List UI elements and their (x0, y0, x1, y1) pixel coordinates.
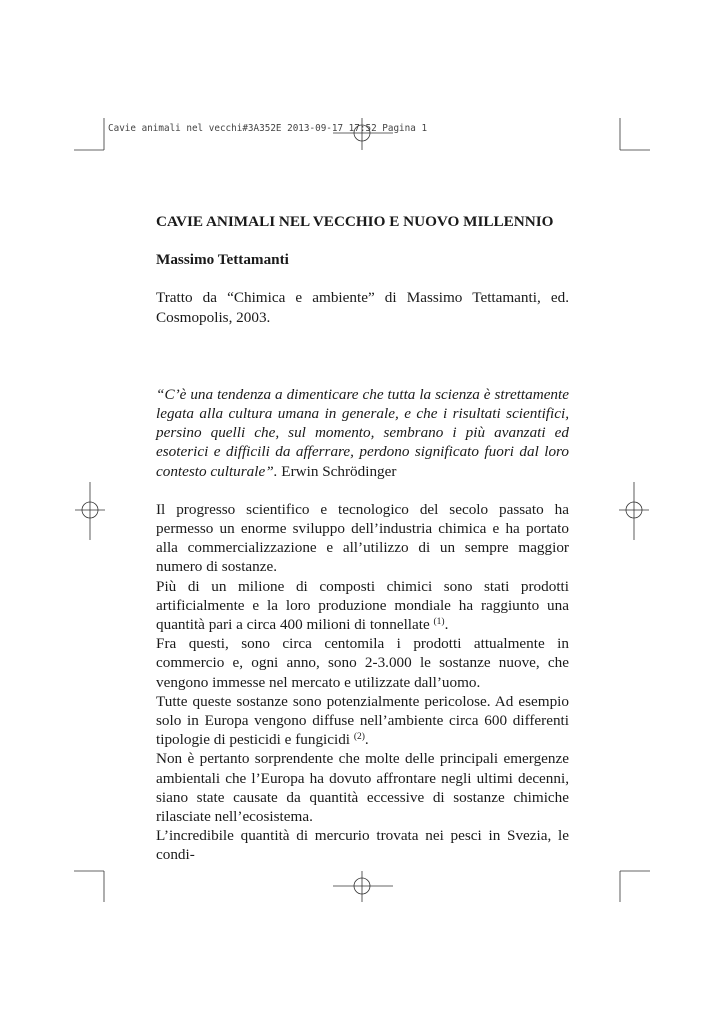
quote-attribution: Erwin Schrödinger (277, 462, 397, 480)
epigraph-quote (156, 385, 569, 481)
footnote-ref: (1) (433, 617, 445, 628)
source-note: Tratto da “Chimica e ambiente” di Massimo Tettamanti, ed. Cosmopolis, 2003. (156, 289, 569, 326)
paragraph: Fra questi, sono circa centomila i prodotti attualmente in commercio e, ogni anno, sono 2-3.000 le sostanze nuove, che vengono immesse nel mercato e utilizzate dall’uomo. (156, 635, 569, 691)
footnote-ref: (2) (353, 732, 365, 743)
paragraph: Non è pertanto sorprendente che molte delle principali emergenze ambientali che l’Europa ha dovuto affrontare negli ultimi decenni, siano state causate da quantità eccessive di sostanze chimiche rilasciate nell’ecosistema. (156, 750, 569, 826)
document-title: CAVIE ANIMALI NEL VECCHIO E NUOVO MILLENNIO (156, 213, 554, 230)
document-body (156, 212, 569, 865)
author-name: Massimo Tettamanti (156, 251, 289, 269)
paragraph: Tutte queste sostanze sono potenzialmente pericolose. Ad esempio solo in Europa vengono diffuse nell’ambiente circa 600 differenti tipologie di pesticidi e fungicidi $^{(2)}$. (156, 692, 569, 749)
quote-text: “C’è una tendenza a dimenticare che tutta la scienza è strettamente legata alla cultura umana in generale, e che i risultati scientifici, persino quelli che, sul momento, sembrano i più avanzati ed esoterici e difficili da afferrare, perdono significato fuori dal loro contesto culturale”. (156, 385, 569, 480)
body-paragraphs (156, 500, 569, 865)
paragraph: L’incredibile quantità di mercurio trovata nei pesci in Svezia, le condi- (156, 827, 569, 864)
paragraph: Il progresso scientifico e tecnologico del secolo passato ha permesso un enorme sviluppo dell’industria chimica e ha portato alla commercializzazione e all’utilizzo di un sempre maggior numero di sostanze. (156, 500, 569, 576)
paragraph: Più di un milione di composti chimici sono stati prodotti artificialmente e la loro produzione mondiale ha raggiunto una quantità pari a circa 400 milioni di tonnellate $^{(1)}$. (156, 577, 569, 634)
print-slug: Cavie animali nel vecchi#3A352E 2013-09-17 17:52 Pagina 1 (108, 123, 428, 134)
